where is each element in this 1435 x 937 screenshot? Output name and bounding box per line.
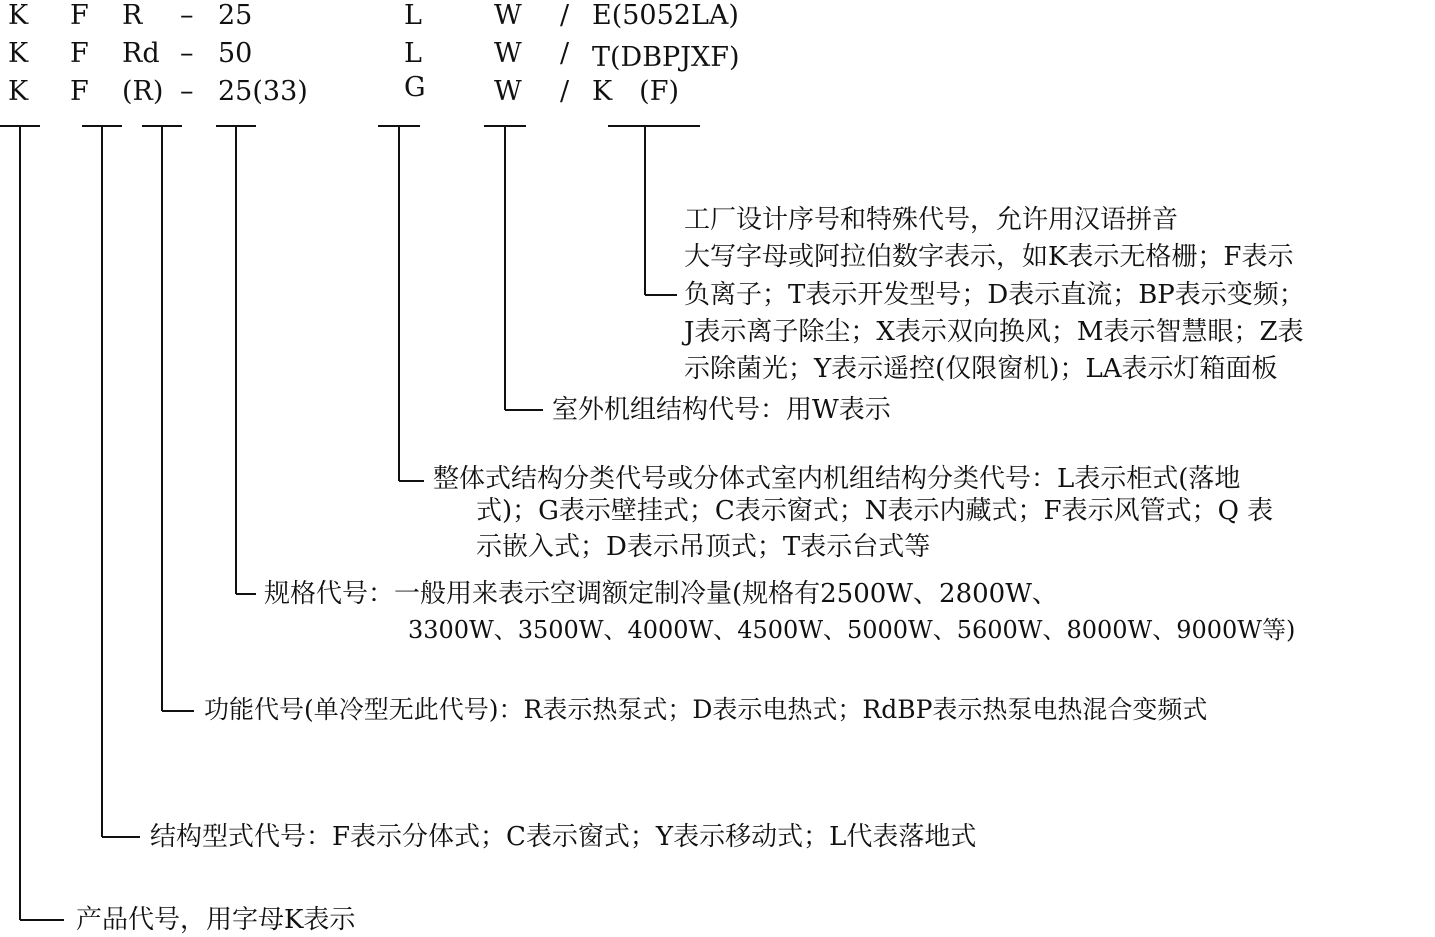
code-r2-slash: / [560,38,570,69]
desc-factory-line-2: 大写字母或阿拉伯数字表示，如K表示无格栅；F表示 [684,242,1294,272]
code-r3-function: (R) [122,76,164,107]
desc-spec-line-2: 3300W、3500W、4000W、4500W、5000W、5600W、8000W、9000W等) [408,616,1296,644]
desc-indoor-line-1: 整体式结构分类代号或分体式室内机组结构分类代号：L表示柜式(落地 [433,464,1241,494]
code-r3-factory: K (F) [592,76,679,107]
code-r2-spec: 50 [218,38,253,69]
code-r3-product: K [8,76,29,107]
desc-outdoor: 室外机组结构代号：用W表示 [552,395,891,425]
code-r3-outdoor: W [494,76,522,107]
desc-factory-line-4: J表示离子除尘；X表示双向换风；M表示智慧眼；Z表 [684,317,1304,347]
code-r1-spec: 25 [218,0,253,31]
code-r2-function: Rd [122,38,160,69]
code-r2-indoor: L [404,38,422,69]
desc-spec-line-1: 规格代号：一般用来表示空调额定制冷量(规格有2500W、2800W、 [264,579,1058,609]
code-r1-dash: – [180,0,194,31]
code-r1-outdoor: W [494,0,522,31]
code-r2-product: K [8,38,29,69]
desc-factory-line-3: 负离子；T表示开发型号；D表示直流；BP表示变频； [684,280,1305,310]
desc-function: 功能代号(单冷型无此代号)：R表示热泵式；D表示电热式；RdBP表示热泵电热混合变频式 [204,695,1208,724]
code-r1-product: K [8,0,29,31]
code-r3-dash: – [180,76,194,107]
desc-indoor-line-3: 示嵌入式；D表示吊顶式；T表示台式等 [476,532,931,562]
code-r1-function: R [122,0,143,31]
code-r2-factory: T(DBPJXF) [592,42,740,73]
code-r1-slash: / [560,0,570,31]
code-r3-indoor: G [404,72,426,103]
desc-factory-line-1: 工厂设计序号和特殊代号，允许用汉语拼音 [684,205,1179,235]
desc-product: 产品代号，用字母K表示 [76,905,356,935]
code-r2-outdoor: W [494,38,522,69]
code-r3-spec: 25(33) [218,76,308,107]
code-r3-slash: / [560,76,570,107]
code-r1-factory: E(5052LA) [592,0,739,31]
desc-indoor-line-2: 式)；G表示壁挂式；C表示窗式；N表示内藏式；F表示风管式；Q 表 [476,496,1274,526]
code-r2-structure: F [70,38,89,69]
desc-structure: 结构型式代号：F表示分体式；C表示窗式；Y表示移动式；L代表落地式 [150,822,977,852]
code-r1-structure: F [70,0,89,31]
desc-factory-line-5: 示除菌光；Y表示遥控(仅限窗机)；LA表示灯箱面板 [684,354,1278,384]
code-r2-dash: – [180,38,194,69]
code-r3-structure: F [70,76,89,107]
code-r1-indoor: L [404,0,422,31]
